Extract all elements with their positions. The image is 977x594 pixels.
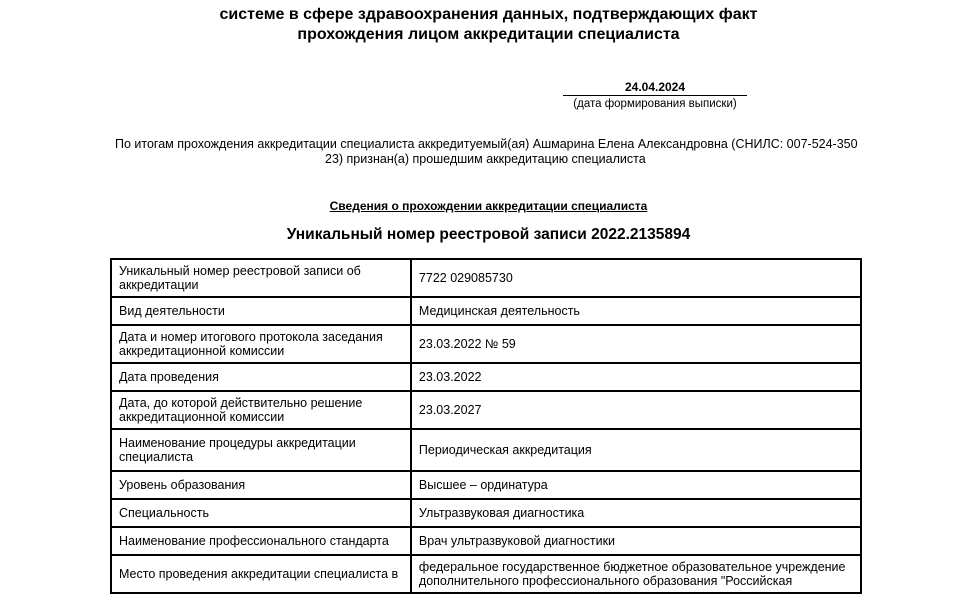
extract-date: 24.04.2024 (624, 80, 686, 94)
row-value: 23.03.2027 (411, 391, 861, 429)
section-title: Сведения о прохождении аккредитации специалиста (329, 199, 648, 213)
table-row (111, 391, 861, 429)
table-row (111, 527, 861, 555)
row-key: Наименование профессионального стандарта (111, 527, 411, 555)
row-value: федеральное государственное бюджетное образовательное учреждение дополнительного профессионального образования "Российская (411, 555, 861, 593)
table-row (111, 259, 861, 297)
intro-line-1: По итогам прохождения аккредитации специалиста аккредитуемый(ая) Ашмарина Елена Александровна (СНИЛС: 007-524-350 (115, 137, 858, 151)
intro-line-2: 23) признан(а) прошедшим аккредитацию специалиста (325, 152, 646, 166)
intro-paragraph (115, 137, 865, 167)
extract-date-caption: (дата формирования выписки) (573, 98, 737, 110)
row-value: Высшее – ординатура (411, 471, 861, 499)
record-title: Уникальный номер реестровой записи 2022.2135894 (286, 226, 691, 243)
row-key: Вид деятельности (111, 297, 411, 325)
date-underline (563, 95, 747, 96)
row-key: Уникальный номер реестровой записи об аккредитации (111, 259, 411, 297)
table-row (111, 297, 861, 325)
row-key: Дата, до которой действительно решение аккредитационной комиссии (111, 391, 411, 429)
table-row (111, 499, 861, 527)
table-row (111, 555, 861, 593)
row-key: Наименование процедуры аккредитации специалиста (111, 429, 411, 471)
document-heading-line-2: прохождения лицом аккредитации специалиста (297, 26, 680, 43)
row-key: Уровень образования (111, 471, 411, 499)
row-key: Место проведения аккредитации специалиста в (111, 555, 411, 593)
row-key: Специальность (111, 499, 411, 527)
row-value: Врач ультразвуковой диагностики (411, 527, 861, 555)
row-value: 23.03.2022 (411, 363, 861, 391)
row-value: Периодическая аккредитация (411, 429, 861, 471)
row-value: Ультразвуковая диагностика (411, 499, 861, 527)
row-value: 7722 029085730 (411, 259, 861, 297)
row-key: Дата проведения (111, 363, 411, 391)
row-value: 23.03.2022 № 59 (411, 325, 861, 363)
document-heading-line-1: системе в сфере здравоохранения данных, подтверждающих факт (219, 6, 758, 23)
table-row (111, 325, 861, 363)
row-key: Дата и номер итогового протокола заседания аккредитационной комиссии (111, 325, 411, 363)
table-row (111, 471, 861, 499)
row-value: Медицинская деятельность (411, 297, 861, 325)
table-row (111, 363, 861, 391)
accreditation-info-table (110, 258, 862, 594)
table-row (111, 429, 861, 471)
